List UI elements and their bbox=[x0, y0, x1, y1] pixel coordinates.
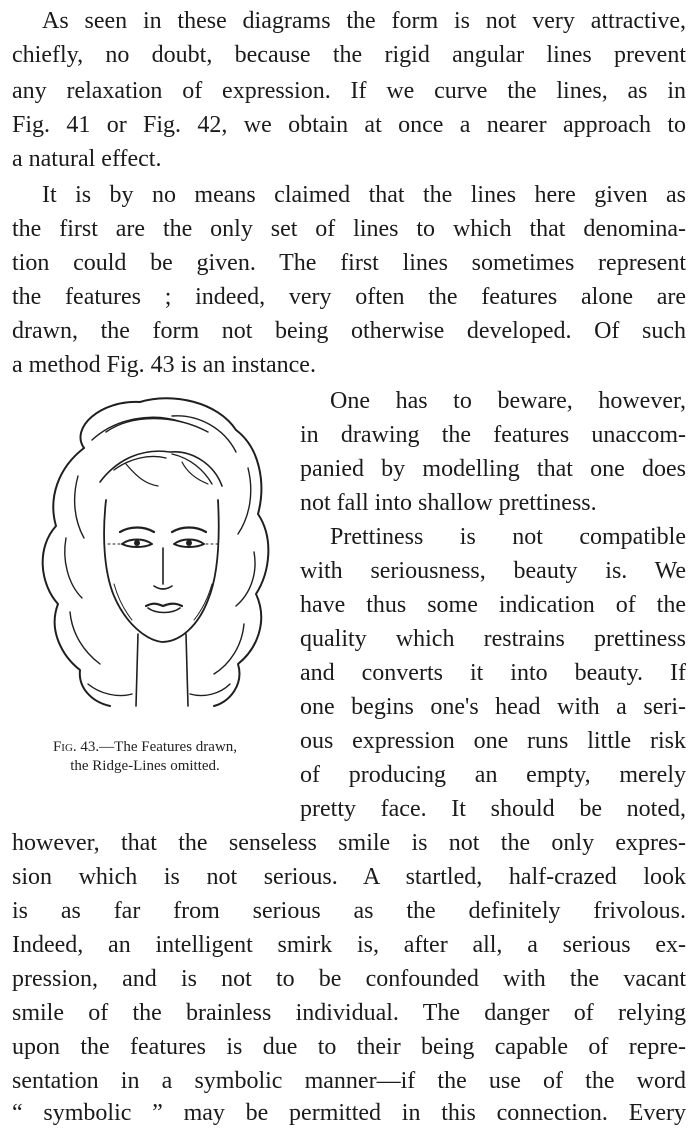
text-line: It is by no means claimed that the lines here given as bbox=[42, 182, 686, 208]
text-line: drawn, the form not being otherwise developed. Of such bbox=[12, 318, 686, 344]
text-line: sion which is not serious. A startled, half-crazed look bbox=[12, 864, 686, 890]
portrait-illustration bbox=[22, 388, 284, 720]
text-line: quality which restrains prettiness bbox=[300, 626, 686, 652]
text-line: not fall into shallow prettiness. bbox=[300, 490, 597, 516]
text-line: the features ; indeed, very often the features alone are bbox=[12, 284, 686, 310]
text-line: tion could be given. The first lines sometimes represent bbox=[12, 250, 686, 276]
text-line: any relaxation of expression. If we curve the lines, as in bbox=[12, 78, 686, 104]
text-line: sentation in a symbolic manner—if the use of the word bbox=[12, 1068, 686, 1094]
text-line: however, that the senseless smile is not the only expres- bbox=[12, 830, 686, 856]
text-line: is as far from serious as the definitely frivolous. bbox=[12, 898, 686, 924]
text-line: with seriousness, beauty is. We bbox=[300, 558, 686, 584]
text-line: Fig. 41 or Fig. 42, we obtain at once a nearer approach to bbox=[12, 112, 686, 138]
figure-caption-text: —The Features drawn, bbox=[99, 739, 238, 755]
figure-caption bbox=[0, 738, 290, 756]
figure-caption-label: Fig. 43. bbox=[52, 739, 100, 755]
text-line: ous expression one runs little risk bbox=[300, 728, 686, 754]
text-line: have thus some indication of the bbox=[300, 592, 686, 618]
text-line: “ symbolic ” may be permitted in this connection. Every bbox=[12, 1100, 686, 1126]
text-line: As seen in these diagrams the form is not very attractive, bbox=[42, 8, 686, 34]
text-line: a natural effect. bbox=[12, 146, 162, 172]
text-line: one begins one's head with a seri- bbox=[300, 694, 686, 720]
text-line: and converts it into beauty. If bbox=[300, 660, 686, 686]
text-line: smile of the brainless individual. The danger of relying bbox=[12, 1000, 686, 1026]
text-line: pression, and is not to be confounded with the vacant bbox=[12, 966, 686, 992]
text-line: the first are the only set of lines to which that denomina- bbox=[12, 216, 686, 242]
figure-caption-line2: the Ridge-Lines omitted. bbox=[70, 758, 220, 774]
text-line: pretty face. It should be noted, bbox=[300, 796, 686, 822]
text-line: upon the features is due to their being capable of repre- bbox=[12, 1034, 686, 1060]
text-line: chiefly, no doubt, because the rigid angular lines prevent bbox=[12, 42, 686, 68]
text-line: of producing an empty, merely bbox=[300, 762, 686, 788]
text-line: a method Fig. 43 is an instance. bbox=[12, 352, 316, 378]
text-line: Indeed, an intelligent smirk is, after all, a serious ex- bbox=[12, 932, 686, 958]
text-line: in drawing the features unaccom- bbox=[300, 422, 686, 448]
text-line: Prettiness is not compatible bbox=[330, 524, 686, 550]
text-line: panied by modelling that one does bbox=[300, 456, 686, 482]
text-line: One has to beware, however, bbox=[330, 388, 686, 414]
